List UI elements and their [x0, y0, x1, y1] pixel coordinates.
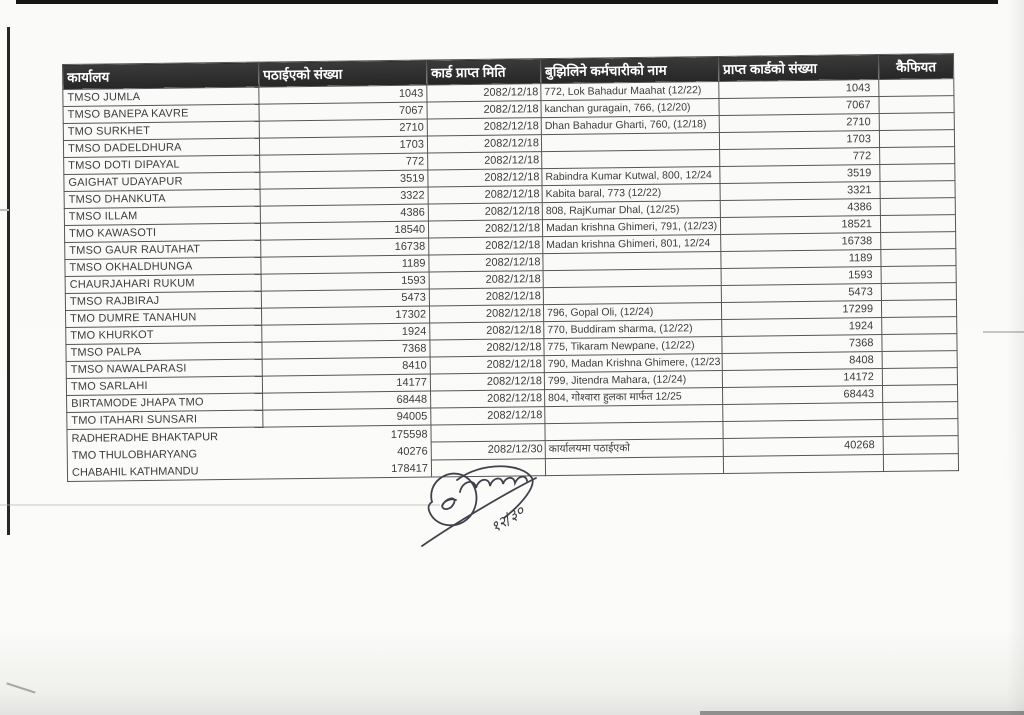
- cell-name: Madan krishna Ghimeri, 801, 12/24: [543, 234, 721, 253]
- cell-name: [543, 285, 721, 304]
- cell-date: 2082/12/18: [431, 407, 545, 425]
- cell-office: TMSO DADELDHURA: [63, 138, 259, 157]
- col-header-date: कार्ड प्राप्त मिति: [426, 59, 540, 85]
- cell-remarks: [880, 147, 955, 165]
- cell-remarks: [880, 164, 955, 182]
- cell-sent: 2710: [259, 119, 427, 138]
- cell-remarks: [883, 402, 958, 420]
- cell-office: TMSO PALPA: [66, 342, 262, 361]
- cell-remarks: [879, 96, 954, 114]
- cell-name: 804, गोश्वारा हुलका मार्फत 12/25: [545, 387, 723, 406]
- cell-name: [541, 132, 719, 151]
- cell-remarks: [882, 351, 957, 369]
- cell-date: 2082/12/18: [429, 254, 543, 272]
- cell-remarks: [880, 198, 955, 216]
- cell-received: 1703: [719, 131, 879, 150]
- cell-office: TMSO JUMLA: [63, 87, 259, 106]
- cell-office: TMSO OKHALDHUNGA: [65, 257, 261, 276]
- cell-remarks: [883, 419, 958, 437]
- cell-office: GAIGHAT UDAYAPUR: [64, 172, 260, 191]
- cell-office: CHAURJAHARI RUKUM: [65, 274, 261, 293]
- cell-office: TMO SARLAHI: [66, 376, 262, 395]
- col-header-remarks: कैफियत: [878, 54, 953, 80]
- cell-remarks: [883, 453, 958, 471]
- cell-name: 790, Madan Krishna Ghimere, (12/23: [544, 353, 722, 372]
- cell-sent: 772: [260, 153, 428, 172]
- cell-received: 1593: [721, 267, 881, 286]
- cell-received: 18521: [720, 216, 880, 235]
- cell-received: 5473: [721, 284, 881, 303]
- cell-date: 2082/12/18: [430, 356, 544, 374]
- cell-office: TMO ITAHARI SUNSARI: [67, 410, 263, 429]
- cell-name: Madan krishna Ghimeri, 791, (12/23): [542, 217, 720, 236]
- cell-remarks: [881, 249, 956, 267]
- cell-date: 2082/12/18: [427, 84, 541, 102]
- signature-date-text: १२/३०: [487, 501, 528, 537]
- office-label: RADHERADHE BHAKTAPUR: [71, 430, 219, 445]
- cell-date: 2082/12/30: [431, 441, 545, 460]
- signature-inner-curl: [442, 498, 456, 509]
- cell-received: [723, 454, 883, 473]
- cell-name: 799, Jitendra Mahara, (12/24): [544, 370, 722, 389]
- cell-office: TMO KAWASOTI: [64, 223, 260, 242]
- cards-distribution-table: [62, 53, 960, 482]
- cell-date: 2082/12/18: [429, 288, 543, 306]
- cell-remarks: [881, 300, 956, 318]
- footer-merged-offices: [67, 425, 432, 481]
- scan-edge-top: [16, 0, 998, 4]
- cell-date: 2082/12/18: [430, 373, 544, 391]
- scan-artifact-left-tick: [0, 209, 9, 211]
- cell-remarks: [882, 368, 957, 386]
- cell-sent: 7067: [259, 102, 427, 121]
- cell-remarks: [879, 130, 954, 148]
- cell-sent: 68448: [263, 391, 431, 410]
- cell-sent: 14177: [262, 374, 430, 393]
- cell-name: kanchan guragain, 766, (12/20): [541, 98, 719, 117]
- cell-date: [431, 424, 545, 443]
- cell-received: 1043: [719, 80, 879, 99]
- office-label: CHABAHIL KATHMANDU: [71, 464, 199, 479]
- cell-sent: 17302: [261, 306, 429, 325]
- cell-remarks: [879, 113, 954, 131]
- cell-office: TMSO GAUR RAUTAHAT: [65, 240, 261, 259]
- cell-name: 808, RajKumar Dhal, (12/25): [542, 200, 720, 219]
- cell-office: TMSO NAWALPARASI: [66, 359, 262, 378]
- cell-received: [723, 419, 883, 438]
- cell-remarks: [883, 436, 958, 454]
- cell-name: Kabita baral, 773 (12/22): [542, 183, 720, 202]
- cell-date: 2082/12/18: [428, 169, 542, 187]
- col-header-office: कार्यालय: [63, 62, 259, 89]
- cell-name: [545, 404, 723, 423]
- col-header-received: प्राप्त कार्डको संख्या: [718, 55, 878, 82]
- cell-office: BIRTAMODE JHAPA TMO: [67, 393, 263, 412]
- cell-name: [543, 251, 721, 270]
- scan-artifact-bottom-left: [6, 682, 35, 693]
- cell-sent: 1593: [261, 272, 429, 291]
- scan-shade-right: [1006, 0, 1024, 715]
- cell-sent: 7368: [262, 340, 430, 359]
- cell-name: [545, 421, 723, 441]
- cell-remarks: [881, 283, 956, 301]
- cell-name: [542, 149, 720, 168]
- cell-sent: 94005: [263, 408, 431, 427]
- cell-sent: 3519: [260, 170, 428, 189]
- cell-date: 2082/12/18: [427, 101, 541, 119]
- cell-sent: 1189: [261, 255, 429, 274]
- cell-date: 2082/12/18: [428, 220, 542, 238]
- cell-remarks: [881, 232, 956, 250]
- cell-received: [723, 402, 883, 421]
- cell-sent: 3322: [260, 187, 428, 206]
- cell-received: 4386: [720, 199, 880, 218]
- cell-name: Rabindra Kumar Kutwal, 800, 12/24: [542, 166, 720, 185]
- office-label: TMO THULOBHARYANG: [71, 447, 198, 462]
- cell-date: 2082/12/18: [427, 135, 541, 153]
- cell-date: 2082/12/18: [430, 322, 544, 340]
- cell-received: 3519: [720, 165, 880, 184]
- cell-remarks: [879, 79, 954, 97]
- cell-date: 2082/12/18: [430, 339, 544, 357]
- cell-name: 772, Lok Bahadur Maahat (12/22): [541, 81, 719, 100]
- cell-received: 2710: [719, 114, 879, 133]
- cell-received: 3321: [720, 182, 880, 201]
- cell-name: कार्यालयमा पठाईएको: [545, 439, 723, 459]
- cell-office: TMO KHURKOT: [66, 325, 262, 344]
- cell-sent: 16738: [261, 238, 429, 257]
- cell-sent: 5473: [261, 289, 429, 308]
- cell-received: 40268: [723, 437, 883, 456]
- sent-count: 175598: [390, 428, 428, 441]
- cell-date: 2082/12/18: [427, 118, 541, 136]
- cell-sent: 8410: [262, 357, 430, 376]
- cell-office: TMSO ILLAM: [64, 206, 260, 225]
- cell-sent: 18540: [260, 221, 428, 240]
- list-item: [68, 460, 431, 481]
- scan-crease: [0, 504, 440, 506]
- table-body: [63, 79, 958, 430]
- sent-count: 178417: [391, 462, 429, 475]
- cell-sent: 1043: [259, 85, 427, 104]
- cell-received: 68443: [723, 386, 883, 405]
- cell-remarks: [882, 385, 957, 403]
- cell-date: 2082/12/18: [429, 305, 543, 323]
- cell-date: 2082/12/18: [431, 390, 545, 408]
- cell-date: 2082/12/18: [428, 186, 542, 204]
- cell-name: 770, Buddiram sharma, (12/22): [544, 319, 722, 338]
- cell-received: 1924: [722, 318, 882, 337]
- cell-name: 796, Gopal Oli, (12/24): [543, 302, 721, 321]
- cell-remarks: [882, 334, 957, 352]
- cell-received: 772: [720, 148, 880, 167]
- cell-name: 775, Tikaram Newpane, (12/22): [544, 336, 722, 355]
- scan-edge-bottom: [700, 711, 1024, 715]
- cell-name: Dhan Bahadur Gharti, 760, (12/18): [541, 115, 719, 134]
- col-header-name: बुझिलिने कर्मचारीको नाम: [540, 56, 718, 83]
- cell-office: TMSO RAJBIRAJ: [65, 291, 261, 310]
- cell-received: 7368: [722, 335, 882, 354]
- cell-received: 14172: [722, 369, 882, 388]
- cell-name: [543, 268, 721, 287]
- cell-received: 7067: [719, 97, 879, 116]
- cell-remarks: [880, 215, 955, 233]
- cell-remarks: [882, 317, 957, 335]
- cell-date: 2082/12/18: [428, 152, 542, 170]
- cell-office: TMO SURKHET: [63, 121, 259, 140]
- cell-received: 8408: [722, 352, 882, 371]
- signature: [402, 450, 577, 555]
- cell-office: TMSO DHANKUTA: [64, 189, 260, 208]
- signature-loop-chain: [460, 477, 527, 492]
- cell-remarks: [881, 266, 956, 284]
- cell-date: 2082/12/18: [429, 237, 543, 255]
- col-header-sent: पठाईएको संख्या: [258, 60, 426, 87]
- cell-sent: 4386: [260, 204, 428, 223]
- cell-sent: 1924: [262, 323, 430, 342]
- cell-sent: 1703: [259, 136, 427, 155]
- scan-edge-left: [7, 27, 10, 535]
- cell-received: 17299: [721, 301, 881, 320]
- sent-count: 40276: [397, 445, 428, 458]
- cell-date: 2082/12/18: [429, 271, 543, 289]
- cell-office: TMSO BANEPA KAVRE: [63, 104, 259, 123]
- cell-received: 16738: [721, 233, 881, 252]
- cell-remarks: [880, 181, 955, 199]
- cell-office: TMSO DOTI DIPAYAL: [64, 155, 260, 174]
- cell-office: TMO DUMRE TANAHUN: [66, 308, 262, 327]
- cell-received: 1189: [721, 250, 881, 269]
- cell-date: 2082/12/18: [428, 203, 542, 221]
